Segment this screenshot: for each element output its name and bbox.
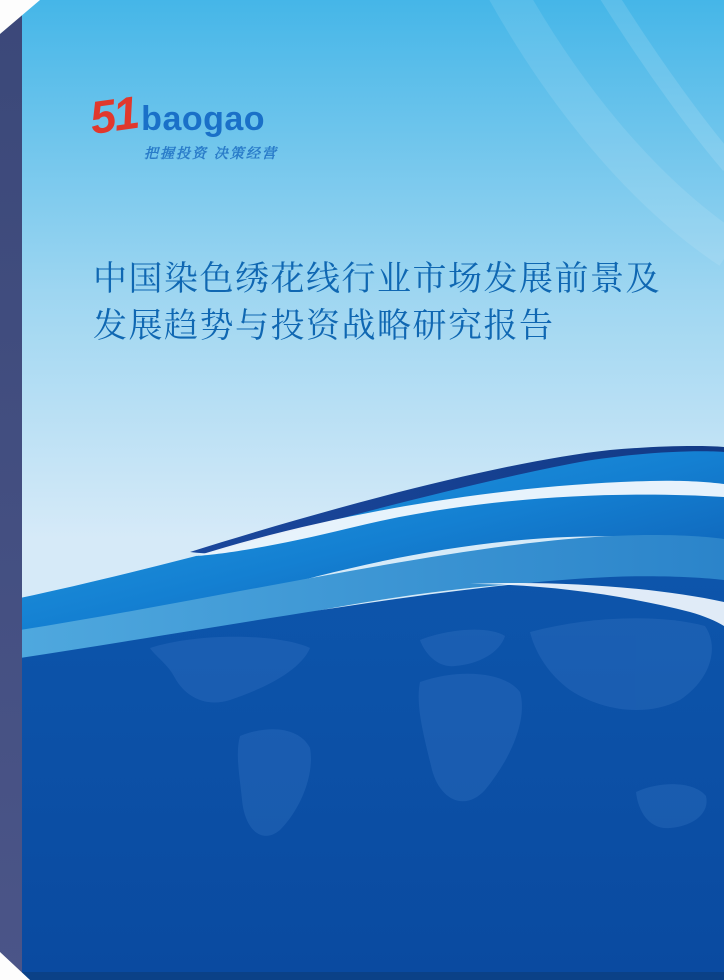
report-title xyxy=(93,256,683,350)
logo xyxy=(86,85,278,163)
logo-51-mark: 51 xyxy=(86,85,141,145)
book-spine xyxy=(0,0,22,980)
logo-name-text: baogao xyxy=(141,100,266,138)
logo-tagline: 把握投资 决策经营 xyxy=(144,145,278,161)
bottom-edge-strip xyxy=(20,972,724,980)
report-title-line1: 中国染色绣花线行业市场发展前景及 xyxy=(93,260,661,298)
report-title-line2: 发展趋势与投资战略研究报告 xyxy=(93,307,555,345)
